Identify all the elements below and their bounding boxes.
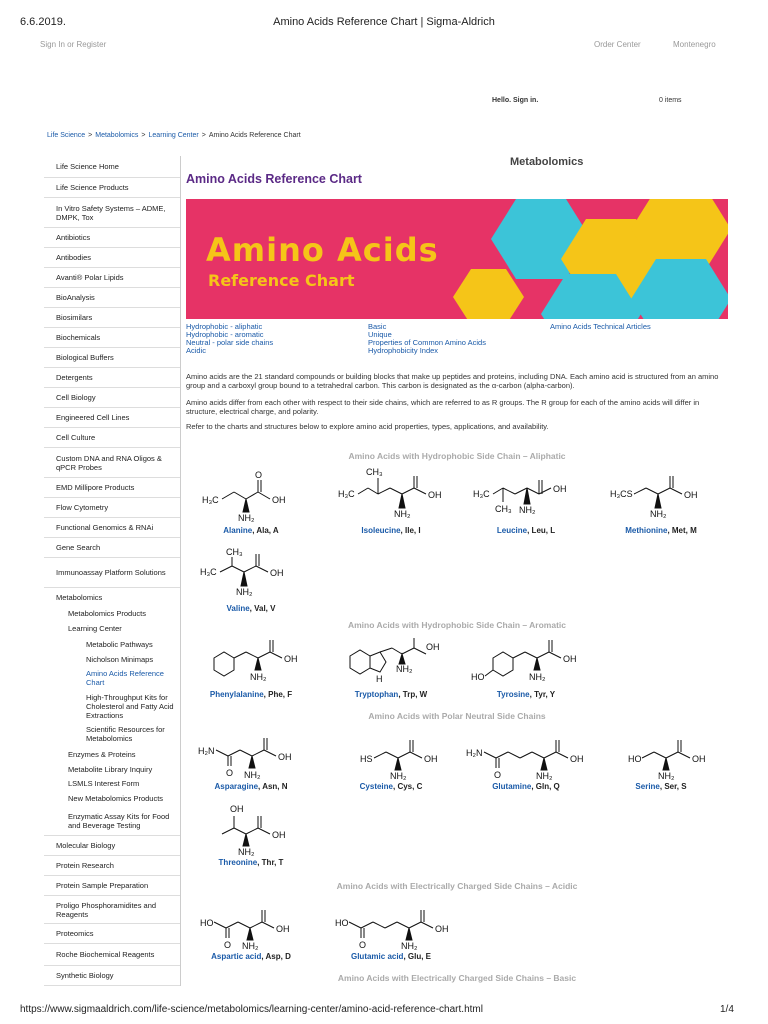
amino-acid-phenylalanine bbox=[186, 636, 316, 699]
svg-text:NH₂: NH₂ bbox=[238, 847, 255, 857]
glutamine-abbr: , Gln, Q bbox=[531, 782, 560, 791]
glutamic-acid-structure bbox=[331, 898, 451, 950]
svg-text:HS: HS bbox=[360, 754, 373, 764]
cysteine-abbr: , Cys, C bbox=[393, 782, 423, 791]
sidebar-item-life-science-home[interactable]: Life Science Home bbox=[44, 156, 180, 178]
glutamine-link[interactable]: Glutamine bbox=[492, 782, 532, 791]
print-page-number: 1/4 bbox=[720, 1004, 734, 1015]
isoleucine-structure bbox=[336, 468, 446, 524]
threonine-abbr: , Thr, T bbox=[257, 858, 284, 867]
sidebar-item-scientific-resources[interactable]: Scientific Resources for Metabolomics bbox=[86, 725, 165, 743]
svg-text:O: O bbox=[359, 940, 367, 950]
valine-abbr: , Val, V bbox=[249, 604, 276, 613]
amino-acid-asparagine bbox=[186, 728, 316, 791]
sidebar-item-synthetic-biology[interactable]: Synthetic Biology bbox=[44, 966, 180, 986]
svg-text:NH₂: NH₂ bbox=[250, 672, 267, 682]
section-heading-basic: Amino Acids with Electrically Charged Side Chains – Basic bbox=[337, 973, 577, 983]
sidebar-item-engineered-cell-lines[interactable]: Engineered Cell Lines bbox=[44, 408, 180, 428]
leucine-link[interactable]: Leucine bbox=[496, 526, 528, 535]
svg-text:NH₂: NH₂ bbox=[401, 941, 418, 951]
sidebar bbox=[44, 156, 181, 986]
tryptophan-abbr: , Trp, W bbox=[398, 690, 428, 699]
cysteine-structure bbox=[336, 728, 446, 780]
leucine-abbr: , Leu, L bbox=[527, 526, 556, 535]
svg-text:OH: OH bbox=[270, 568, 284, 578]
breadcrumb-current: Amino Acids Reference Chart bbox=[208, 132, 301, 139]
tryptophan-link[interactable]: Tryptophan bbox=[354, 690, 399, 699]
threonine-structure bbox=[196, 804, 306, 856]
methionine-link[interactable]: Methionine bbox=[625, 526, 668, 535]
breadcrumb-learning-center[interactable]: Learning Center bbox=[148, 132, 199, 139]
sidebar-item-molecular-biology[interactable]: Molecular Biology bbox=[44, 836, 180, 856]
page-title: Amino Acids Reference Chart bbox=[186, 172, 362, 186]
sidebar-item-lsmls-form[interactable]: LSMLS Interest Form bbox=[68, 778, 140, 788]
serine-link[interactable]: Serine bbox=[635, 782, 660, 791]
svg-text:OH: OH bbox=[278, 752, 292, 762]
svg-text:NH₂: NH₂ bbox=[396, 664, 413, 674]
sidebar-item-high-throughput-kits[interactable]: High-Throughput Kits for Cholesterol and Fatty Acid Extractions bbox=[86, 692, 174, 720]
section-label: Metabolomics bbox=[510, 156, 584, 168]
svg-text:HO: HO bbox=[471, 672, 485, 682]
sidebar-item-new-metabolomics[interactable]: New Metabolomics Products bbox=[68, 793, 164, 803]
intro-paragraph-2: Amino acids differ from each other with respect to their side chains, which are referred to as R groups. The R group for each of the amino acids will differ in structure, electrical charge, and polarity. bbox=[186, 398, 700, 416]
sidebar-item-metabolic-pathways[interactable]: Metabolic Pathways bbox=[86, 639, 153, 649]
svg-text:H₃C: H₃C bbox=[473, 489, 490, 499]
sidebar-item-bioanalysis[interactable]: BioAnalysis bbox=[44, 288, 180, 308]
svg-text:CH₃: CH₃ bbox=[495, 504, 512, 514]
amino-acid-serine bbox=[596, 728, 726, 791]
svg-text:H₂N: H₂N bbox=[466, 748, 483, 758]
aspartic-acid-link[interactable]: Aspartic acid bbox=[211, 952, 262, 961]
alanine-structure bbox=[196, 468, 306, 524]
svg-text:O: O bbox=[224, 940, 232, 950]
intro-paragraph-1: Amino acids are the 21 standard compounds or building blocks that make up peptides and proteins, including DNA. Each amino acid is structured from an amino group and a carboxyl group bound to a tetrahedral carbon. This carbon is designated as the α-carbon (alpha-carbon). bbox=[186, 372, 719, 390]
link-acidic[interactable]: Acidic bbox=[186, 346, 207, 355]
link-technical-articles[interactable]: Amino Acids Technical Articles bbox=[550, 322, 651, 331]
link-hydrophobic-aliphatic[interactable]: Hydrophobic - aliphatic bbox=[186, 322, 263, 331]
section-heading-acidic: Amino Acids with Electrically Charged Side Chains – Acidic bbox=[336, 881, 578, 891]
sidebar-item-emd-millipore[interactable]: EMD Millipore Products bbox=[44, 478, 180, 498]
amino-acid-alanine bbox=[186, 468, 316, 535]
amino-acid-tyrosine bbox=[461, 636, 591, 699]
asparagine-abbr: , Asn, N bbox=[258, 782, 288, 791]
svg-text:H: H bbox=[376, 674, 383, 684]
print-header bbox=[0, 0, 768, 30]
sidebar-item-custom-dna-rna[interactable]: Custom DNA and RNA Oligos & qPCR Probes bbox=[44, 448, 180, 478]
amino-acid-leucine bbox=[461, 468, 591, 535]
sidebar-item-nicholson-minimaps[interactable]: Nicholson Minimaps bbox=[86, 654, 154, 664]
alanine-link[interactable]: Alanine bbox=[223, 526, 253, 535]
svg-text:HO: HO bbox=[335, 918, 349, 928]
sidebar-item-gene-search[interactable]: Gene Search bbox=[44, 538, 180, 558]
threonine-link[interactable]: Threonine bbox=[218, 858, 258, 867]
sidebar-item-learning-center[interactable]: Learning Center bbox=[68, 623, 122, 633]
tyrosine-structure bbox=[471, 636, 581, 688]
sidebar-item-biological-buffers[interactable]: Biological Buffers bbox=[44, 348, 180, 368]
sidebar-item-proteomics[interactable]: Proteomics bbox=[44, 924, 180, 944]
svg-text:OH: OH bbox=[435, 924, 449, 934]
svg-text:H₃CS: H₃CS bbox=[610, 489, 633, 499]
svg-text:CH₃: CH₃ bbox=[366, 467, 383, 477]
svg-text:OH: OH bbox=[553, 484, 567, 494]
sidebar-item-amino-acids-chart[interactable]: Amino Acids Reference Chart bbox=[86, 669, 164, 687]
methionine-structure bbox=[606, 468, 716, 524]
leucine-structure bbox=[471, 468, 581, 524]
sidebar-item-detergents[interactable]: Detergents bbox=[44, 368, 180, 388]
isoleucine-abbr: , Ile, I bbox=[400, 526, 421, 535]
asparagine-link[interactable]: Asparagine bbox=[214, 782, 259, 791]
amino-acid-methionine bbox=[596, 468, 726, 535]
amino-acid-tryptophan bbox=[326, 636, 456, 699]
banner-title: Amino Acids bbox=[206, 231, 439, 269]
breadcrumb-life-science[interactable]: Life Science bbox=[47, 132, 86, 139]
sidebar-item-immunoassay[interactable]: Immunoassay Platform Solutions bbox=[44, 558, 180, 588]
phenylalanine-structure bbox=[196, 636, 306, 688]
svg-text:H₃C: H₃C bbox=[200, 567, 217, 577]
svg-text:CH₃: CH₃ bbox=[226, 547, 243, 557]
isoleucine-link[interactable]: Isoleucine bbox=[361, 526, 401, 535]
svg-text:NH₂: NH₂ bbox=[390, 771, 407, 781]
svg-text:OH: OH bbox=[272, 830, 286, 840]
svg-text:O: O bbox=[226, 768, 234, 778]
sidebar-item-protein-sample-prep[interactable]: Protein Sample Preparation bbox=[44, 876, 180, 896]
svg-text:NH₂: NH₂ bbox=[519, 505, 536, 515]
svg-text:H₃C: H₃C bbox=[202, 495, 219, 505]
print-title: Amino Acids Reference Chart | Sigma-Aldrich bbox=[273, 16, 495, 28]
svg-text:OH: OH bbox=[684, 490, 698, 500]
svg-text:H₂N: H₂N bbox=[198, 746, 215, 756]
sidebar-item-biochemicals[interactable]: Biochemicals bbox=[44, 328, 180, 348]
sidebar-item-metabolite-library[interactable]: Metabolite Library Inquiry bbox=[68, 764, 153, 774]
link-unique[interactable]: Unique bbox=[368, 330, 392, 339]
banner-image bbox=[186, 199, 728, 319]
sidebar-item-roche[interactable]: Roche Biochemical Reagents bbox=[44, 944, 180, 966]
section-heading-aliphatic: Amino Acids with Hydrophobic Side Chain – Aliphatic bbox=[348, 451, 566, 461]
amino-acid-aspartic-acid bbox=[186, 898, 316, 961]
link-hydrophobic-aromatic[interactable]: Hydrophobic - aromatic bbox=[186, 330, 264, 339]
svg-text:OH: OH bbox=[426, 642, 440, 652]
tyrosine-link[interactable]: Tyrosine bbox=[496, 690, 530, 699]
svg-text:HO: HO bbox=[200, 918, 214, 928]
amino-acid-threonine bbox=[186, 804, 316, 867]
svg-text:OH: OH bbox=[272, 495, 286, 505]
section-heading-polar-neutral: Amino Acids with Polar Neutral Side Chains bbox=[368, 711, 546, 721]
svg-text:OH: OH bbox=[570, 754, 584, 764]
svg-text:NH₂: NH₂ bbox=[529, 672, 546, 682]
sidebar-item-in-vitro-safety[interactable]: In Vitro Safety Systems – ADME, DMPK, Tox bbox=[44, 198, 180, 228]
phenylalanine-link[interactable]: Phenylalanine bbox=[209, 690, 264, 699]
section-heading-aromatic: Amino Acids with Hydrophobic Side Chain – Aromatic bbox=[347, 620, 567, 630]
svg-text:OH: OH bbox=[424, 754, 438, 764]
valine-link[interactable]: Valine bbox=[226, 604, 250, 613]
sidebar-item-cell-biology[interactable]: Cell Biology bbox=[44, 388, 180, 408]
banner-subtitle: Reference Chart bbox=[208, 271, 355, 290]
glutamic-acid-abbr: , Glu, E bbox=[403, 952, 432, 961]
country-selector[interactable]: Montenegro bbox=[673, 40, 716, 49]
svg-text:HO: HO bbox=[628, 754, 642, 764]
amino-acid-valine bbox=[186, 548, 316, 613]
print-url: https://www.sigmaaldrich.com/life-science/metabolomics/learning-center/amino-acid-reference-chart.html bbox=[20, 1004, 483, 1015]
link-hydrophobicity[interactable]: Hydrophobicity Index bbox=[368, 346, 439, 355]
svg-text:OH: OH bbox=[276, 924, 290, 934]
cart-items-link[interactable]: 0 items bbox=[659, 97, 682, 104]
svg-text:NH₂: NH₂ bbox=[236, 587, 253, 597]
svg-text:O: O bbox=[255, 470, 263, 480]
link-properties[interactable]: Properties of Common Amino Acids bbox=[368, 338, 486, 347]
svg-text:OH: OH bbox=[692, 754, 706, 764]
amino-acid-glutamic-acid bbox=[326, 898, 456, 961]
breadcrumb-metabolomics[interactable]: Metabolomics bbox=[95, 132, 139, 139]
tryptophan-structure bbox=[336, 636, 446, 688]
serine-structure bbox=[606, 728, 716, 780]
print-date: 6.6.2019. bbox=[20, 16, 66, 28]
hello-signin-link[interactable]: Hello. Sign in. bbox=[492, 97, 539, 104]
link-basic[interactable]: Basic bbox=[368, 322, 387, 331]
signin-link[interactable]: Sign In or Register bbox=[40, 40, 107, 49]
svg-text:NH₂: NH₂ bbox=[238, 513, 255, 523]
svg-text:OH: OH bbox=[563, 654, 577, 664]
sidebar-item-enzymatic-assay-kits[interactable]: Enzymatic Assay Kits for Food and Beverage Testing bbox=[44, 806, 180, 836]
sidebar-item-metabolomics[interactable]: Metabolomics bbox=[56, 592, 103, 602]
sidebar-item-biosimilars[interactable]: Biosimilars bbox=[44, 308, 180, 328]
svg-text:OH: OH bbox=[230, 804, 244, 814]
order-center-link[interactable]: Order Center bbox=[594, 40, 641, 49]
sidebar-item-protein-research[interactable]: Protein Research bbox=[44, 856, 180, 876]
breadcrumb: Life Science > Metabolomics > Learning Center > Amino Acids Reference Chart bbox=[47, 132, 301, 139]
tyrosine-abbr: , Tyr, Y bbox=[529, 690, 556, 699]
phenylalanine-abbr: , Phe, F bbox=[263, 690, 293, 699]
link-neutral-polar[interactable]: Neutral - polar side chains bbox=[186, 338, 274, 347]
sidebar-item-proligo[interactable]: Proligo Phosphoramidites and Reagents bbox=[44, 896, 180, 924]
serine-abbr: , Ser, S bbox=[659, 782, 687, 791]
sidebar-item-enzymes-proteins[interactable]: Enzymes & Proteins bbox=[68, 749, 136, 759]
glutamine-structure bbox=[466, 728, 586, 780]
svg-text:OH: OH bbox=[428, 490, 442, 500]
valine-structure bbox=[196, 548, 306, 604]
amino-acid-glutamine bbox=[461, 728, 591, 791]
sidebar-item-life-science-products[interactable]: Life Science Products bbox=[44, 178, 180, 198]
cysteine-link[interactable]: Cysteine bbox=[359, 782, 393, 791]
svg-text:NH₂: NH₂ bbox=[650, 509, 667, 519]
aspartic-acid-structure bbox=[196, 898, 306, 950]
svg-text:NH₂: NH₂ bbox=[242, 941, 259, 951]
svg-text:NH₂: NH₂ bbox=[394, 509, 411, 519]
svg-text:OH: OH bbox=[284, 654, 298, 664]
svg-text:NH₂: NH₂ bbox=[536, 771, 553, 781]
intro-paragraph-3: Refer to the charts and structures below to explore amino acid properties, types, applications, and availability. bbox=[186, 422, 549, 431]
sidebar-item-avanti-polar-lipids[interactable]: Avanti® Polar Lipids bbox=[44, 268, 180, 288]
svg-text:NH₂: NH₂ bbox=[244, 770, 261, 780]
svg-text:NH₂: NH₂ bbox=[658, 771, 675, 781]
alanine-abbr: , Ala, A bbox=[252, 526, 279, 535]
sidebar-item-flow-cytometry[interactable]: Flow Cytometry bbox=[44, 498, 180, 518]
asparagine-structure bbox=[196, 728, 306, 780]
sidebar-item-metabolomics-products[interactable]: Metabolomics Products bbox=[68, 608, 146, 618]
methionine-abbr: , Met, M bbox=[667, 526, 697, 535]
sidebar-item-cell-culture[interactable]: Cell Culture bbox=[44, 428, 180, 448]
svg-text:O: O bbox=[494, 770, 502, 780]
amino-acid-cysteine bbox=[326, 728, 456, 791]
svg-text:H₃C: H₃C bbox=[338, 489, 355, 499]
sidebar-item-functional-genomics[interactable]: Functional Genomics & RNAi bbox=[44, 518, 180, 538]
sidebar-item-antibodies[interactable]: Antibodies bbox=[44, 248, 180, 268]
top-nav bbox=[0, 40, 768, 54]
amino-acid-isoleucine bbox=[326, 468, 456, 535]
aspartic-acid-abbr: , Asp, D bbox=[261, 952, 291, 961]
glutamic-acid-link[interactable]: Glutamic acid bbox=[350, 952, 404, 961]
sidebar-item-antibiotics[interactable]: Antibiotics bbox=[44, 228, 180, 248]
